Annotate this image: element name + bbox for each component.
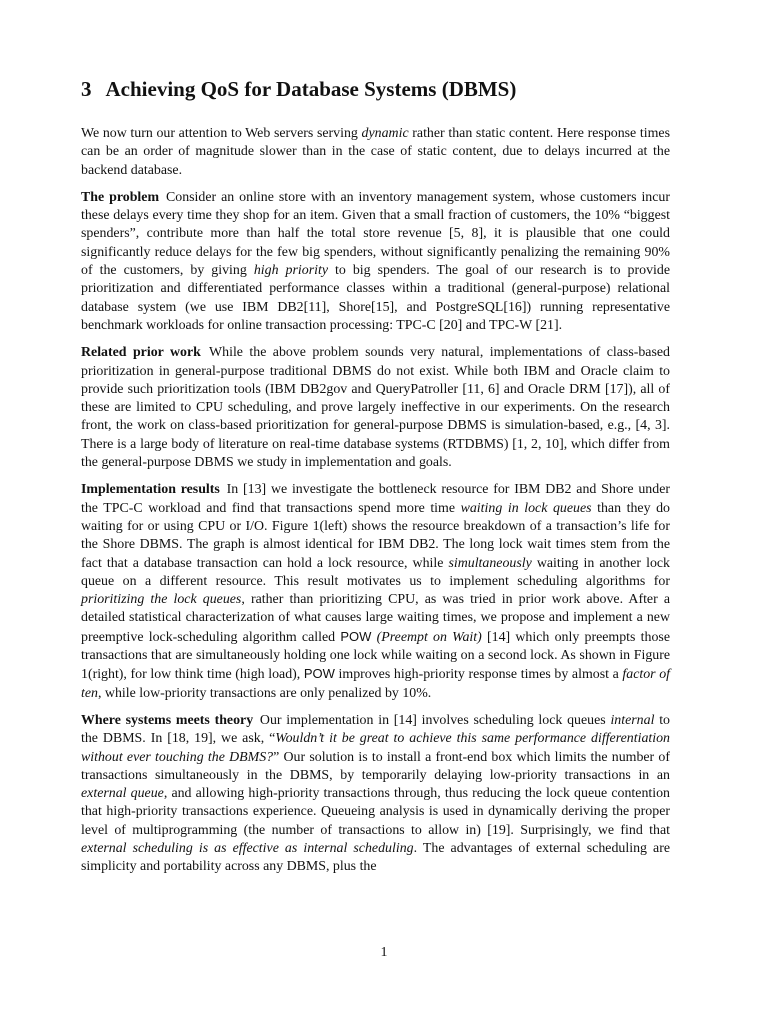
- section-number: 3: [81, 77, 92, 101]
- paper-page: [81, 72, 670, 886]
- text-run: waiting in another lock queue on a different resource. This result motivates us to implement scheduling algorithms for: [81, 555, 670, 589]
- emphasis: high priority: [253, 263, 329, 279]
- text-run: to the DBMS. In [18, 19], we ask, “: [81, 712, 670, 747]
- text-run: Our implementation in [14] involves scheduling lock queues: [255, 712, 611, 728]
- text-run: [14] which only preempts those transactions that are simultaneously holding one lock while waiting on a second lock. As shown in Figure 1(right), for low think time (high load),: [81, 629, 671, 683]
- emphasis: (Preempt on Wait): [371, 629, 482, 645]
- text-run: In [13] we investigate the bottleneck resource for IBM DB2 and Shore under the TPC-C workload and find that transactions spend more time: [81, 482, 670, 516]
- emphasis: external queue: [81, 786, 164, 802]
- text-run: improves high-priority response times by almost a: [334, 667, 623, 683]
- text-run: . The advantages of external scheduling are simplicity and portability across any DBMS, plus the: [81, 840, 670, 875]
- text-run: to big spenders. The goal of our research is to provide prioritization and differentiated performance classes within a traditional (general-purpose) relational database system (we use IBM DB2[11], Shore[15], and PostgreSQL[16]) running representative benchmark workloads for online transaction processing: TPC-C [20] and TPC-W [21].: [81, 263, 670, 333]
- emphasis: dynamic: [361, 126, 409, 141]
- text-run: than they do waiting for or using CPU or I/O. Figure 1(left) shows the resource breakdown of a transaction’s life for the Shore DBMS. The graph is almost identical for IBM DB2. The long lock wait times stem from the fact that a database transaction can hold a lock resource, while: [81, 500, 670, 571]
- text-run: We now turn our attention to Web servers serving: [81, 126, 362, 141]
- paragraph-lead: The problem: [81, 189, 160, 205]
- paragraph-lead: Implementation results: [81, 482, 220, 498]
- emphasis: prioritizing the lock queues: [81, 592, 242, 608]
- algorithm-name: POW: [303, 666, 335, 682]
- paragraph-intro: [81, 125, 670, 180]
- text-run: rather than static content. Here response times can be an order of magnitude slower than in the case of static content, due to delays incurred at the backend database.: [81, 126, 670, 178]
- emphasis: factor of ten: [81, 667, 670, 701]
- section-heading: [81, 72, 670, 103]
- emphasis: Wouldn’t it be great to achieve this same performance differentiation without ever touching the DBMS?: [81, 731, 670, 765]
- text-run: , while low-priority transactions are only penalized by 10%.: [97, 685, 432, 701]
- paragraph-implementation: [81, 481, 670, 703]
- emphasis: external scheduling is as effective as internal scheduling: [81, 840, 414, 856]
- text-run: , and allowing high-priority transactions through, thus reducing the lock queue contention that high-priority transactions experience. Queueing analysis is used in dynamically deriving the proper level of multiprogramming (the number of transactions to allow in) [19]. Surprisingly, we find that: [81, 786, 670, 838]
- paragraph-lead: Related prior work: [81, 345, 201, 361]
- paragraph-problem: [81, 189, 670, 335]
- section-title: Achieving QoS for Database Systems (DBMS): [105, 77, 517, 101]
- algorithm-name: POW: [340, 628, 372, 644]
- emphasis: internal: [610, 712, 655, 728]
- emphasis: waiting in lock queues: [460, 500, 592, 516]
- text-run: ” Our solution is to install a front-end box which limits the number of transactions simultaneously in the DBMS, by temporarily delaying low-priority transactions in an: [81, 749, 670, 783]
- text-run: While the above problem sounds very natural, implementations of class-based prioritization in general-purpose traditional DBMS do not exist. While both IBM and Oracle claim to provide such prioritization tools (IBM DB2gov and QueryPatroller [11, 6] and Oracle DRM [17]), all of these are limited to CPU scheduling, and prove largely ineffective in our experiments. On the research front, the work on class-based prioritization for general-purpose DBMS is simulation-based, e.g., [4, 3]. There is a large body of literature on real-time database systems (RTDBMS) [1, 2, 10], which differ from the general-purpose DBMS we study in implementation and goals.: [81, 345, 670, 471]
- paragraph-theory: [81, 712, 670, 877]
- text-run: , rather than prioritizing CPU, as was tried in prior work above. After a detailed statistical characterization of what causes large waiting times, we propose and implement a new preemptive lock-scheduling algorithm called: [81, 592, 671, 645]
- paragraph-lead: Where systems meets theory: [81, 712, 254, 728]
- paragraph-related-work: [81, 344, 670, 472]
- emphasis: simultaneously: [448, 555, 532, 571]
- page-number: 1: [380, 945, 388, 960]
- text-run: Consider an online store with an inventory management system, whose customers incur these delays every time they shop for an item. Given that a small fraction of customers, the 10% “biggest spenders”, contribute more than half the total store revenue [5, 8], it is plausible that one could significantly reduce delays for the few big spenders, without significantly penalizing the remaining 90% of the customers, by giving: [81, 189, 670, 279]
